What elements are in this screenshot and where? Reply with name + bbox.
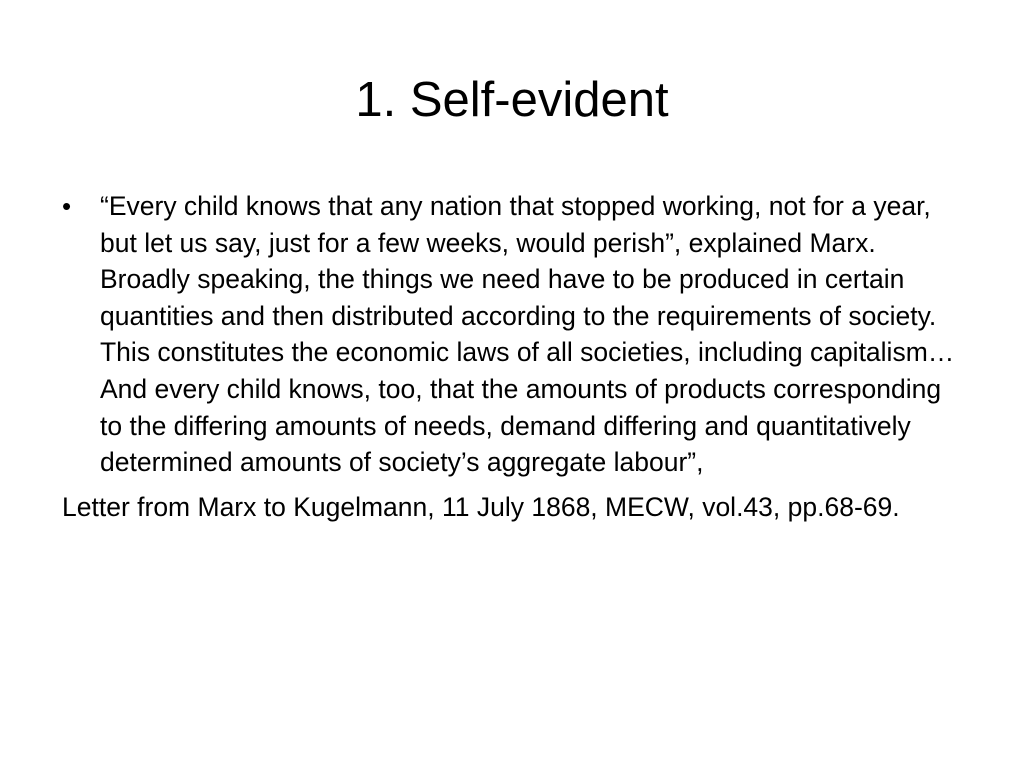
- bullet-item: [62, 188, 970, 481]
- slide-body: [62, 188, 970, 525]
- bullet-icon: •: [62, 191, 72, 221]
- citation-text: Letter from Marx to Kugelmann, 11 July 1868, MECW, vol.43, pp.68-69.: [62, 491, 900, 522]
- slide-title: 1. Self-evident: [355, 73, 669, 127]
- quote-text: “Every child knows that any nation that stopped working, not for a year, but let us say, just for a few weeks, would perish”, explained Marx. Broadly speaking, the things we need have to be produced in certain quantities and then distributed according to the requirements of society. This constitutes the economic laws of all societies, including capitalism… And every child knows, too, that the amounts of products corresponding to the differing amounts of needs, demand differing and quantitatively determined amounts of society’s aggregate labour”,: [100, 191, 955, 478]
